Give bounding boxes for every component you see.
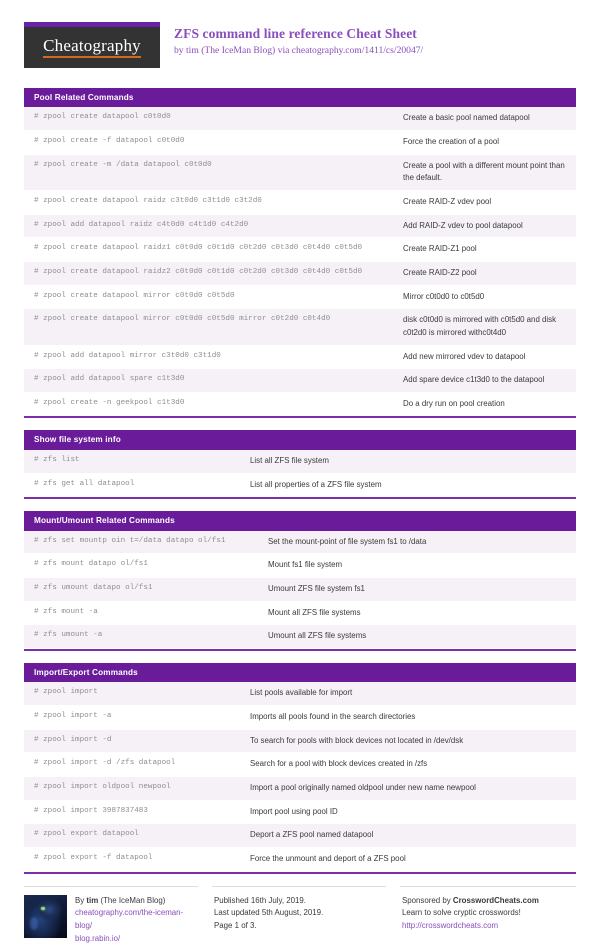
command-cell: # zpool create datapool mirror c0t0d0 c0t5d0 mirror c0t2d0 c0t4d0 bbox=[34, 315, 331, 324]
description-cell: Create RAID-Z1 pool bbox=[403, 244, 477, 254]
description-cell: Umount all ZFS file systems bbox=[268, 631, 367, 641]
section-table bbox=[24, 511, 576, 651]
byline-prefix: by bbox=[174, 44, 186, 56]
table-row bbox=[24, 369, 576, 393]
section-table bbox=[24, 88, 576, 418]
command-cell: # zpool create -f datapool c0t0d0 bbox=[34, 137, 185, 146]
footer-sponsor-prefix: Sponsored by bbox=[402, 895, 453, 905]
footer-author-suffix: (The IceMan Blog) bbox=[98, 895, 166, 905]
table-row bbox=[24, 215, 576, 239]
table-row bbox=[24, 706, 576, 730]
command-cell: # zpool create -m /data datapool c0t0d0 bbox=[34, 160, 212, 169]
footer-author-link-2[interactable]: blog.rabin.io/ bbox=[75, 933, 121, 943]
command-cell: # zfs get all datapool bbox=[34, 479, 135, 488]
table-row bbox=[24, 554, 576, 578]
description-cell: Mount all ZFS file systems bbox=[268, 607, 361, 617]
footer-publish-column bbox=[212, 886, 386, 946]
description-cell: Deport a ZFS pool named datapool bbox=[250, 830, 374, 840]
command-cell: # zpool create datapool mirror c0t0d0 c0t5d0 bbox=[34, 291, 235, 300]
section-header: Show file system info bbox=[24, 430, 576, 449]
command-cell: # zpool create datapool raidz c3t0d0 c3t1d0 c3t2d0 bbox=[34, 197, 262, 206]
command-cell: # zpool create datapool raidz2 c0t0d0 c0t1d0 c0t2d0 c0t3d0 c0t4d0 c0t5d0 bbox=[34, 267, 363, 276]
description-cell: Search for a pool with block devices created in /zfs bbox=[250, 759, 428, 769]
table-row bbox=[24, 625, 576, 649]
section-table bbox=[24, 430, 576, 499]
description-cell: Do a dry run on pool creation bbox=[403, 398, 505, 408]
command-cell: # zpool export datapool bbox=[34, 830, 139, 839]
table-row bbox=[24, 191, 576, 215]
command-cell: # zpool import oldpool newpool bbox=[34, 782, 171, 791]
footer-author-line bbox=[75, 895, 198, 908]
footer-published: Published 16th July, 2019. bbox=[214, 895, 306, 905]
description-cell: Umount ZFS file system fs1 bbox=[268, 583, 365, 593]
description-cell: Create RAID-Z2 pool bbox=[403, 267, 477, 277]
description-cell: Import a pool originally named oldpool under new name newpool bbox=[250, 782, 476, 792]
table-row bbox=[24, 346, 576, 370]
command-cell: # zfs umount datapo ol/fs1 bbox=[34, 583, 153, 592]
table-row bbox=[24, 753, 576, 777]
byline-author: tim (The IceMan Blog) bbox=[186, 44, 276, 56]
page-title: ZFS command line reference Cheat Sheet bbox=[174, 26, 417, 41]
description-cell: Import pool using pool ID bbox=[250, 806, 338, 816]
page-footer bbox=[24, 886, 576, 946]
description-cell: disk c0t0d0 is mirrored with c0t5d0 and disk c0t2d0 is mirrored withc0t4d0 bbox=[403, 315, 557, 337]
byline-via: via bbox=[275, 44, 292, 56]
command-cell: # zpool import 3987837483 bbox=[34, 806, 148, 815]
command-cell: # zfs umount -a bbox=[34, 631, 103, 640]
description-cell: To search for pools with block devices not located in /dev/dsk bbox=[250, 735, 464, 745]
table-row bbox=[24, 578, 576, 602]
byline-source-link[interactable]: cheatography.com/1411/cs/20047/ bbox=[291, 44, 424, 56]
description-cell: List pools available for import bbox=[250, 688, 353, 698]
description-cell: Imports all pools found in the search directories bbox=[250, 712, 416, 722]
command-cell: # zpool import -a bbox=[34, 712, 112, 721]
table-row bbox=[24, 777, 576, 801]
sections-container bbox=[24, 88, 576, 874]
table-row bbox=[24, 131, 576, 155]
table-row bbox=[24, 682, 576, 706]
footer-sponsor-tagline: Learn to solve cryptic crosswords! bbox=[402, 908, 521, 918]
table-row bbox=[24, 474, 576, 498]
description-cell: Mount fs1 file system bbox=[268, 560, 343, 570]
avatar-eye bbox=[41, 907, 45, 910]
section-header: Mount/Umount Related Commands bbox=[24, 511, 576, 530]
logo-text: Cheatography bbox=[43, 37, 141, 58]
description-cell: Add new mirrored vdev to datapool bbox=[403, 351, 526, 361]
description-cell: Add spare device c1t3d0 to the datapool bbox=[403, 375, 545, 385]
avatar bbox=[24, 895, 67, 938]
description-cell: List all properties of a ZFS file system bbox=[250, 479, 382, 489]
footer-author-name: tim bbox=[86, 895, 99, 905]
description-cell: Add RAID-Z vdev to pool datapool bbox=[403, 220, 523, 230]
command-cell: # zpool import bbox=[34, 688, 98, 697]
footer-sponsor-column bbox=[400, 886, 576, 946]
command-cell: # zpool add datapool mirror c3t0d0 c3t1d0 bbox=[34, 351, 221, 360]
description-cell: Set the mount-point of file system fs1 to /data bbox=[268, 536, 427, 546]
table-row bbox=[24, 309, 576, 345]
table-row bbox=[24, 107, 576, 131]
description-cell: Force the unmount and deport of a ZFS pool bbox=[250, 853, 406, 863]
description-cell: Create RAID-Z vdev pool bbox=[403, 197, 492, 207]
command-cell: # zpool add datapool spare c1t3d0 bbox=[34, 375, 185, 384]
footer-author-link-1[interactable]: cheatography.com/the-iceman-blog/ bbox=[75, 908, 184, 931]
command-cell: # zfs set mountp oin t=/data datapo ol/fs1 bbox=[34, 536, 226, 545]
table-row bbox=[24, 602, 576, 626]
command-cell: # zpool import -d bbox=[34, 735, 112, 744]
command-cell: # zfs mount datapo ol/fs1 bbox=[34, 560, 148, 569]
cheatography-logo[interactable] bbox=[24, 22, 160, 68]
footer-author-text bbox=[75, 895, 198, 946]
command-cell: # zfs mount -a bbox=[34, 607, 98, 616]
byline bbox=[174, 45, 423, 57]
footer-publish-text bbox=[214, 895, 386, 933]
table-row bbox=[24, 848, 576, 872]
description-cell: Force the creation of a pool bbox=[403, 137, 500, 147]
footer-sponsor-name: CrosswordCheats.com bbox=[452, 895, 539, 905]
section-header: Import/Export Commands bbox=[24, 663, 576, 682]
command-cell: # zpool import -d /zfs datapool bbox=[34, 759, 176, 768]
table-row bbox=[24, 155, 576, 191]
page-header bbox=[24, 22, 576, 74]
footer-spacer-2 bbox=[386, 886, 400, 946]
description-cell: Create a basic pool named datapool bbox=[403, 113, 530, 123]
command-cell: # zpool create datapool c0t0d0 bbox=[34, 113, 171, 122]
table-row bbox=[24, 262, 576, 286]
table-row bbox=[24, 286, 576, 310]
footer-author-column bbox=[24, 886, 198, 946]
command-cell: # zfs list bbox=[34, 455, 80, 464]
footer-sponsor-link[interactable]: http://crosswordcheats.com bbox=[402, 921, 499, 931]
table-row bbox=[24, 238, 576, 262]
section-table bbox=[24, 663, 576, 874]
footer-sponsor-line bbox=[402, 895, 576, 908]
table-row bbox=[24, 801, 576, 825]
footer-page-number: Page 1 of 3. bbox=[214, 921, 257, 931]
section-header: Pool Related Commands bbox=[24, 88, 576, 107]
title-block bbox=[174, 22, 423, 57]
footer-spacer-1 bbox=[198, 886, 212, 946]
table-row bbox=[24, 531, 576, 555]
command-cell: # zpool create -n geekpool c1t3d0 bbox=[34, 398, 185, 407]
footer-updated: Last updated 5th August, 2019. bbox=[214, 908, 324, 918]
command-cell: # zpool add datapool raidz c4t0d0 c4t1d0 c4t2d0 bbox=[34, 220, 249, 229]
description-cell: List all ZFS file system bbox=[250, 455, 329, 465]
footer-sponsor-text bbox=[402, 895, 576, 933]
command-cell: # zpool create datapool raidz1 c0t0d0 c0t1d0 c0t2d0 c0t3d0 c0t4d0 c0t5d0 bbox=[34, 244, 363, 253]
table-row bbox=[24, 824, 576, 848]
table-row bbox=[24, 450, 576, 474]
table-row bbox=[24, 730, 576, 754]
description-cell: Mirror c0t0d0 to c0t5d0 bbox=[403, 291, 485, 301]
description-cell: Create a pool with a different mount point than the default. bbox=[403, 160, 565, 183]
table-row bbox=[24, 393, 576, 417]
footer-author-prefix: By bbox=[75, 895, 87, 905]
command-cell: # zpool export -f datapool bbox=[34, 853, 153, 862]
avatar-highlight bbox=[30, 917, 38, 930]
